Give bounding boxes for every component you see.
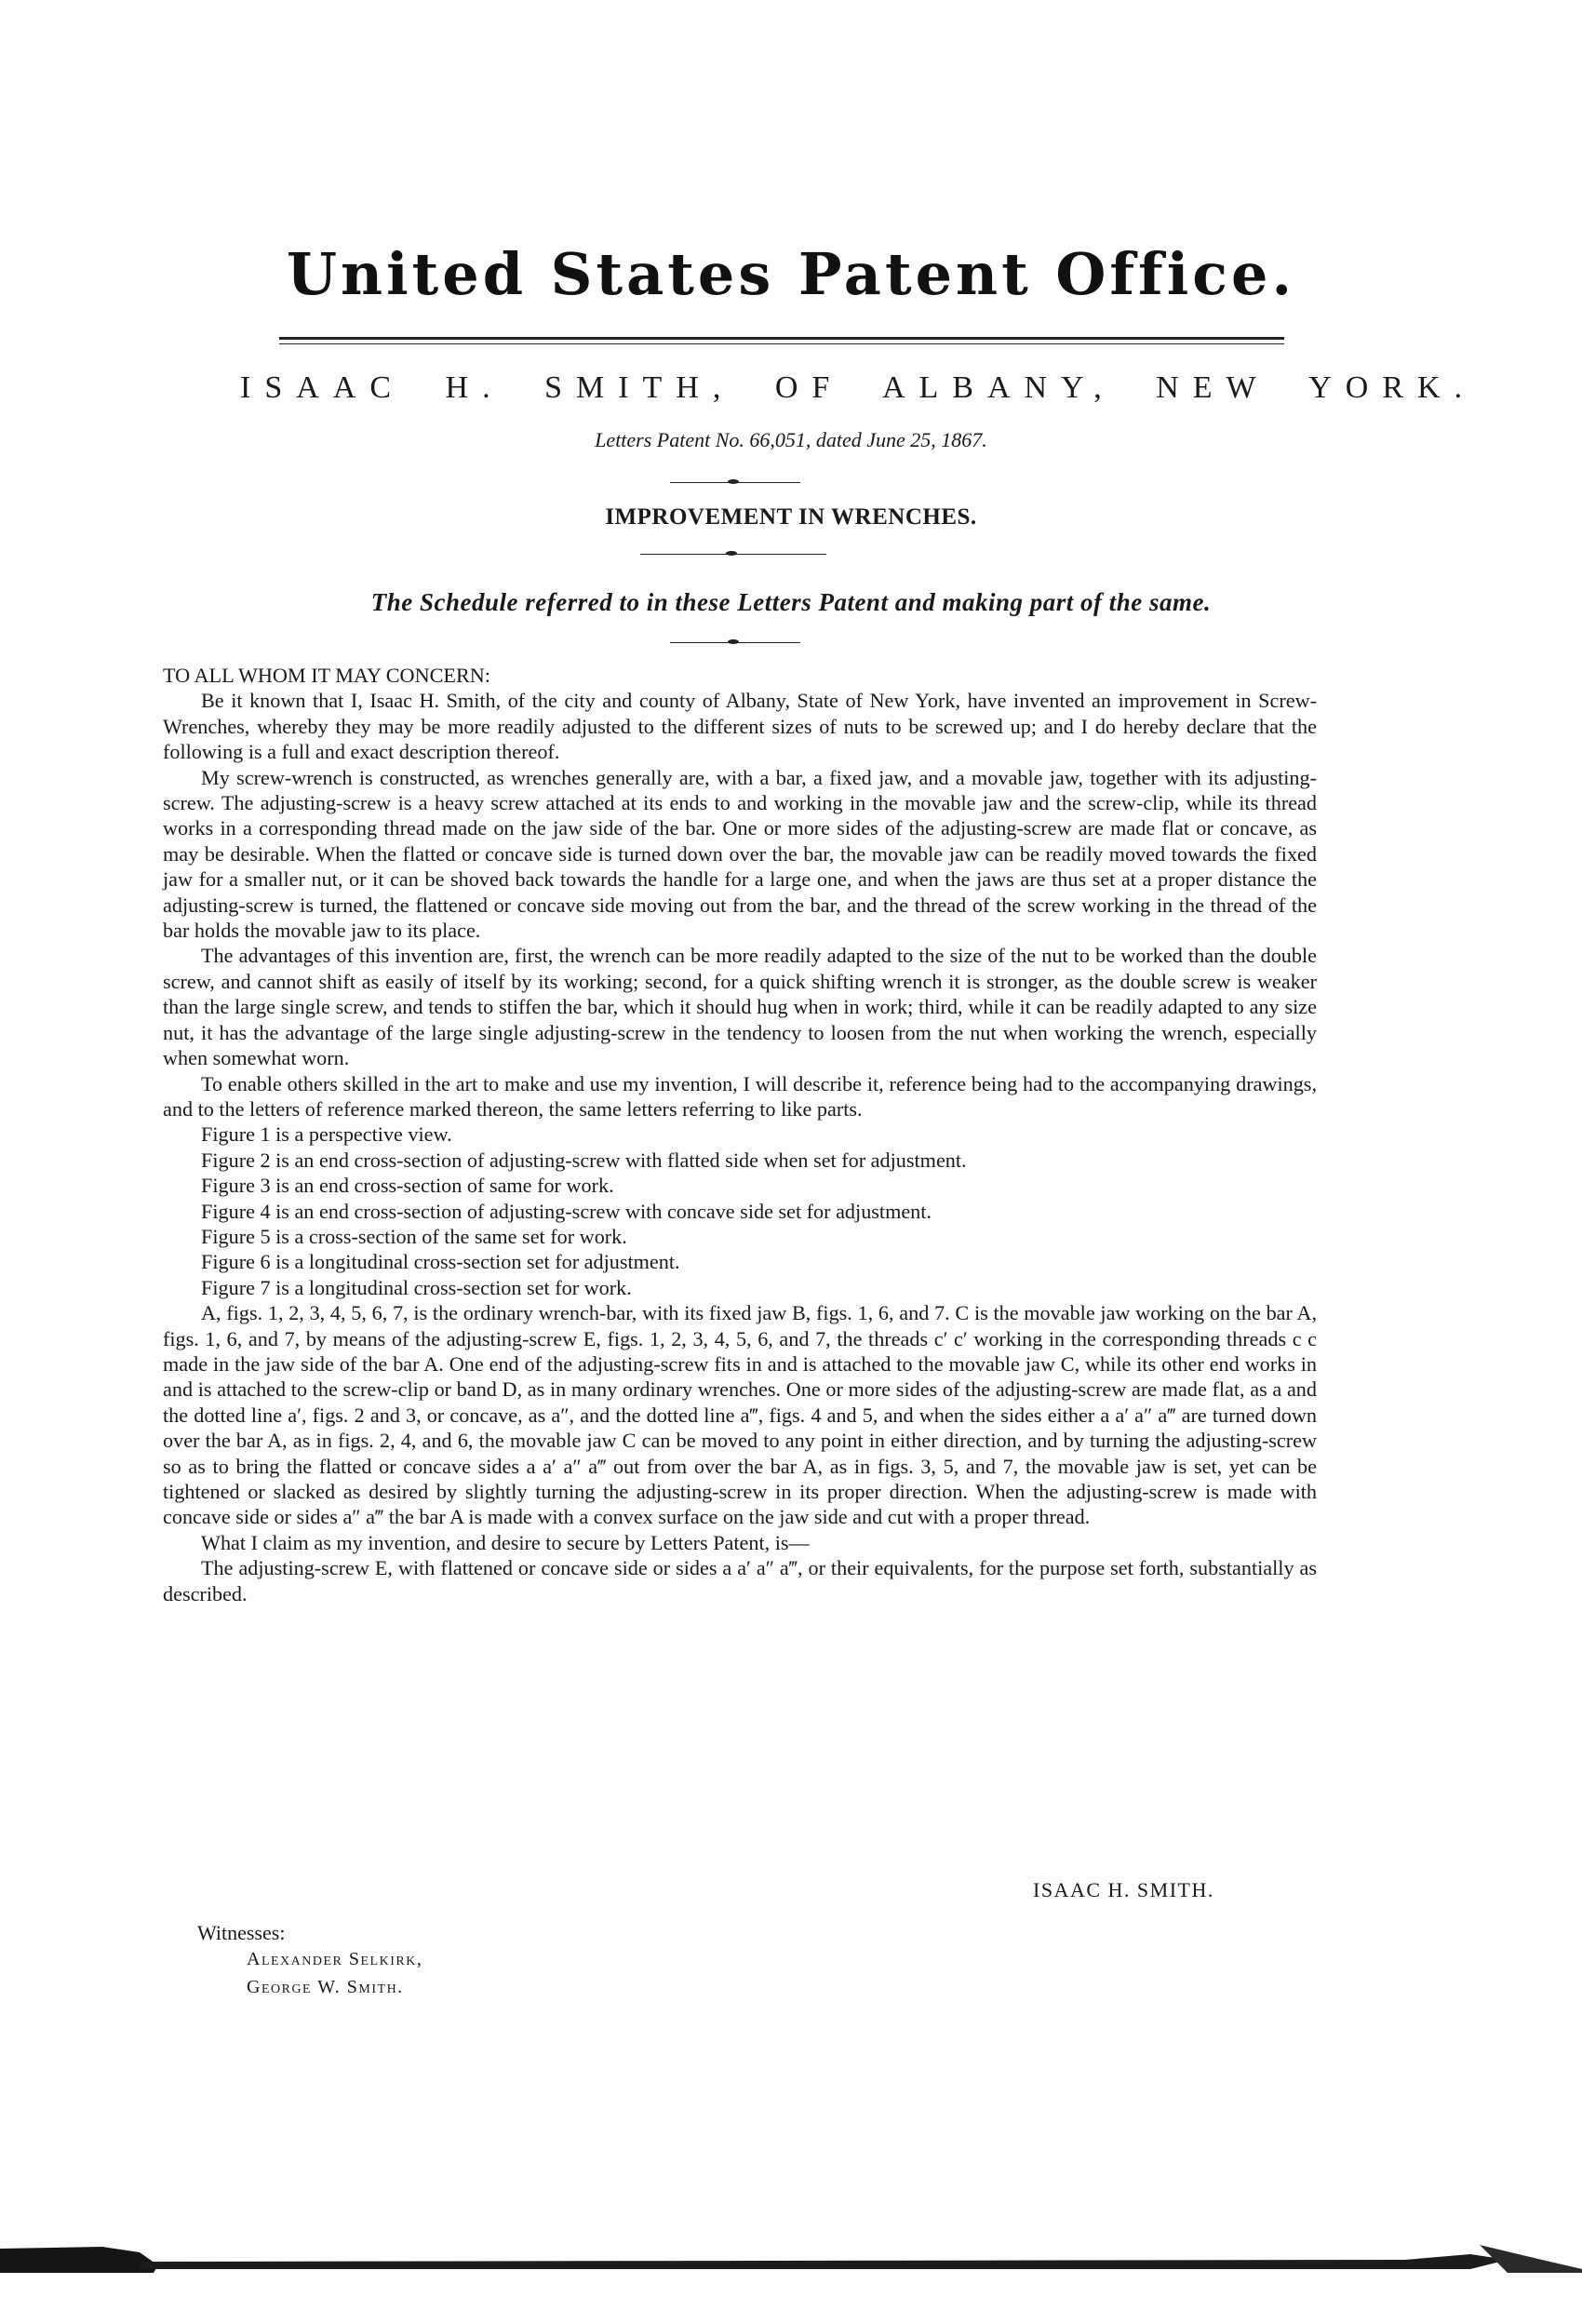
figure-description: Figure 3 is an end cross-section of same for work. <box>201 1174 614 1198</box>
ornament-rule <box>670 482 800 483</box>
figure-description: Figure 4 is an end cross-section of adjusting-screw with concave side set for adjustment. <box>201 1199 932 1223</box>
scan-edge-mark <box>0 2241 1582 2275</box>
invention-title: IMPROVEMENT IN WRENCHES. <box>605 504 977 530</box>
paragraph-construction: My screw-wrench is constructed, as wrenches generally are, with a bar, a fixed jaw, and a movable jaw, together with its adjusting-screw. The adjusting-screw is a heavy screw attached at its ends to and working in the movable jaw and the screw-clip, while its thread works in a corresponding thread made on the jaw side of the bar. One or more sides of the adjusting-screw are made flat or concave, as may be desirable. When the flatted or concave side is turned down over the bar, the movable jaw can be readily moved towards the fixed jaw for a smaller nut, or it can be shoved back towards the handle for a large one, and when the jaws are thus set at a proper distance the adjusting-screw is turned, the flattened or concave side moving out from the bar, and the thread of the screw working in the thread of the bar holds the movable jaw to its place. <box>163 765 1317 943</box>
figure-description: Figure 5 is a cross-section of the same set for work. <box>201 1224 627 1248</box>
paragraph-intro: Be it known that I, Isaac H. Smith, of the city and county of Albany, State of New York, have invented an improvement in Screw-Wrenches, whereby they may be more readily adjusted to the different sizes of nuts to be screwed up; and I do hereby declare that the following is a full and exact description thereof. <box>163 689 1317 764</box>
witness-name: Alexander Selkirk, <box>247 1949 423 1969</box>
figure-description: Figure 7 is a longitudinal cross-section set for work. <box>201 1275 632 1299</box>
figure-description: Figure 1 is a perspective view. <box>201 1122 452 1147</box>
paragraph-claim: The adjusting-screw E, with flattened or concave side or sides a a′ a″ a‴, or their equivalents, for the purpose set forth, substantially as described. <box>163 1556 1317 1605</box>
inventor-line: ISAAC H. SMITH, OF ALBANY, NEW YORK. <box>240 370 1477 405</box>
witnesses-label: Witnesses: <box>197 1921 286 1944</box>
figure-description: Figure 6 is a longitudinal cross-section set for adjustment. <box>201 1250 680 1274</box>
header-rule-thick <box>279 337 1284 340</box>
figure-description: Figure 2 is an end cross-section of adjusting-screw with flatted side when set for adjustment. <box>201 1148 967 1172</box>
patent-number-line: Letters Patent No. 66,051, dated June 25, 1867. <box>595 428 987 451</box>
paragraph-claim-intro: What I claim as my invention, and desire to secure by Letters Patent, is— <box>201 1530 810 1554</box>
paragraph-advantages: The advantages of this invention are, first, the wrench can be more readily adapted to the size of the nut to be worked than the double screw, and cannot shift as easily of itself by its working; second, for a quick shifting wrench it is stronger, as the double screw is weaker than the large single screw, and tends to stiffen the bar, which it should hug when in work; third, while it can be readily adapted to any size nut, it has the advantage of the large single adjusting-screw in the tendency to loosen from the nut when working the wrench, especially when somewhat worn. <box>163 944 1317 1070</box>
header-rule-thin <box>279 343 1284 344</box>
ornament-rule <box>640 554 826 555</box>
specification-body <box>163 663 1317 1606</box>
inventor-signature: ISAAC H. SMITH. <box>1033 1878 1214 1901</box>
witness-name: George W. Smith. <box>247 1977 404 1997</box>
paragraph-drawings: To enable others skilled in the art to make and use my invention, I will describe it, reference being had to the accompanying drawings, and to the letters of reference marked thereon, the same letters referring to like parts. <box>163 1071 1317 1121</box>
ornament-rule <box>670 642 800 643</box>
schedule-line: The Schedule referred to in these Letters Patent and making part of the same. <box>370 588 1212 616</box>
office-title: United States Patent Office. <box>286 240 1296 308</box>
salutation: TO ALL WHOM IT MAY CONCERN: <box>163 664 490 687</box>
paragraph-parts: A, figs. 1, 2, 3, 4, 5, 6, 7, is the ordinary wrench-bar, with its fixed jaw B, figs. 1, 6, and 7. C is the movable jaw working on the bar A, figs. 1, 6, and 7, by means of the adjusting-screw E, figs. 1, 2, 3, 4, 5, 6, and 7, the threads c′ c′ working in the corresponding threads c c made in the jaw side of the bar A. One end of the adjusting-screw fits in and is attached to the movable jaw C, while its other end works in and is attached to the screw-clip or band D, as in many ordinary wrenches. One or more sides of the adjusting-screw are made flat, as a and the dotted line a′, figs. 2 and 3, or concave, as a″, and the dotted line a‴, figs. 4 and 5, and when the sides either a a′ a″ a‴ are turned down over the bar A, as in figs. 2, 4, and 6, the movable jaw C can be moved to any point in either direction, and by turning the adjusting-screw so as to bring the flatted or concave sides a a′ a″ a‴ out from over the bar A, as in figs. 3, 5, and 7, the movable jaw is set, yet can be tightened or slacked as desired by slightly turning the adjusting-screw in its proper direction. When the adjusting-screw is made with concave side or sides a″ a‴ the bar A is made with a convex surface on the jaw side and cut with a proper thread. <box>163 1301 1317 1529</box>
